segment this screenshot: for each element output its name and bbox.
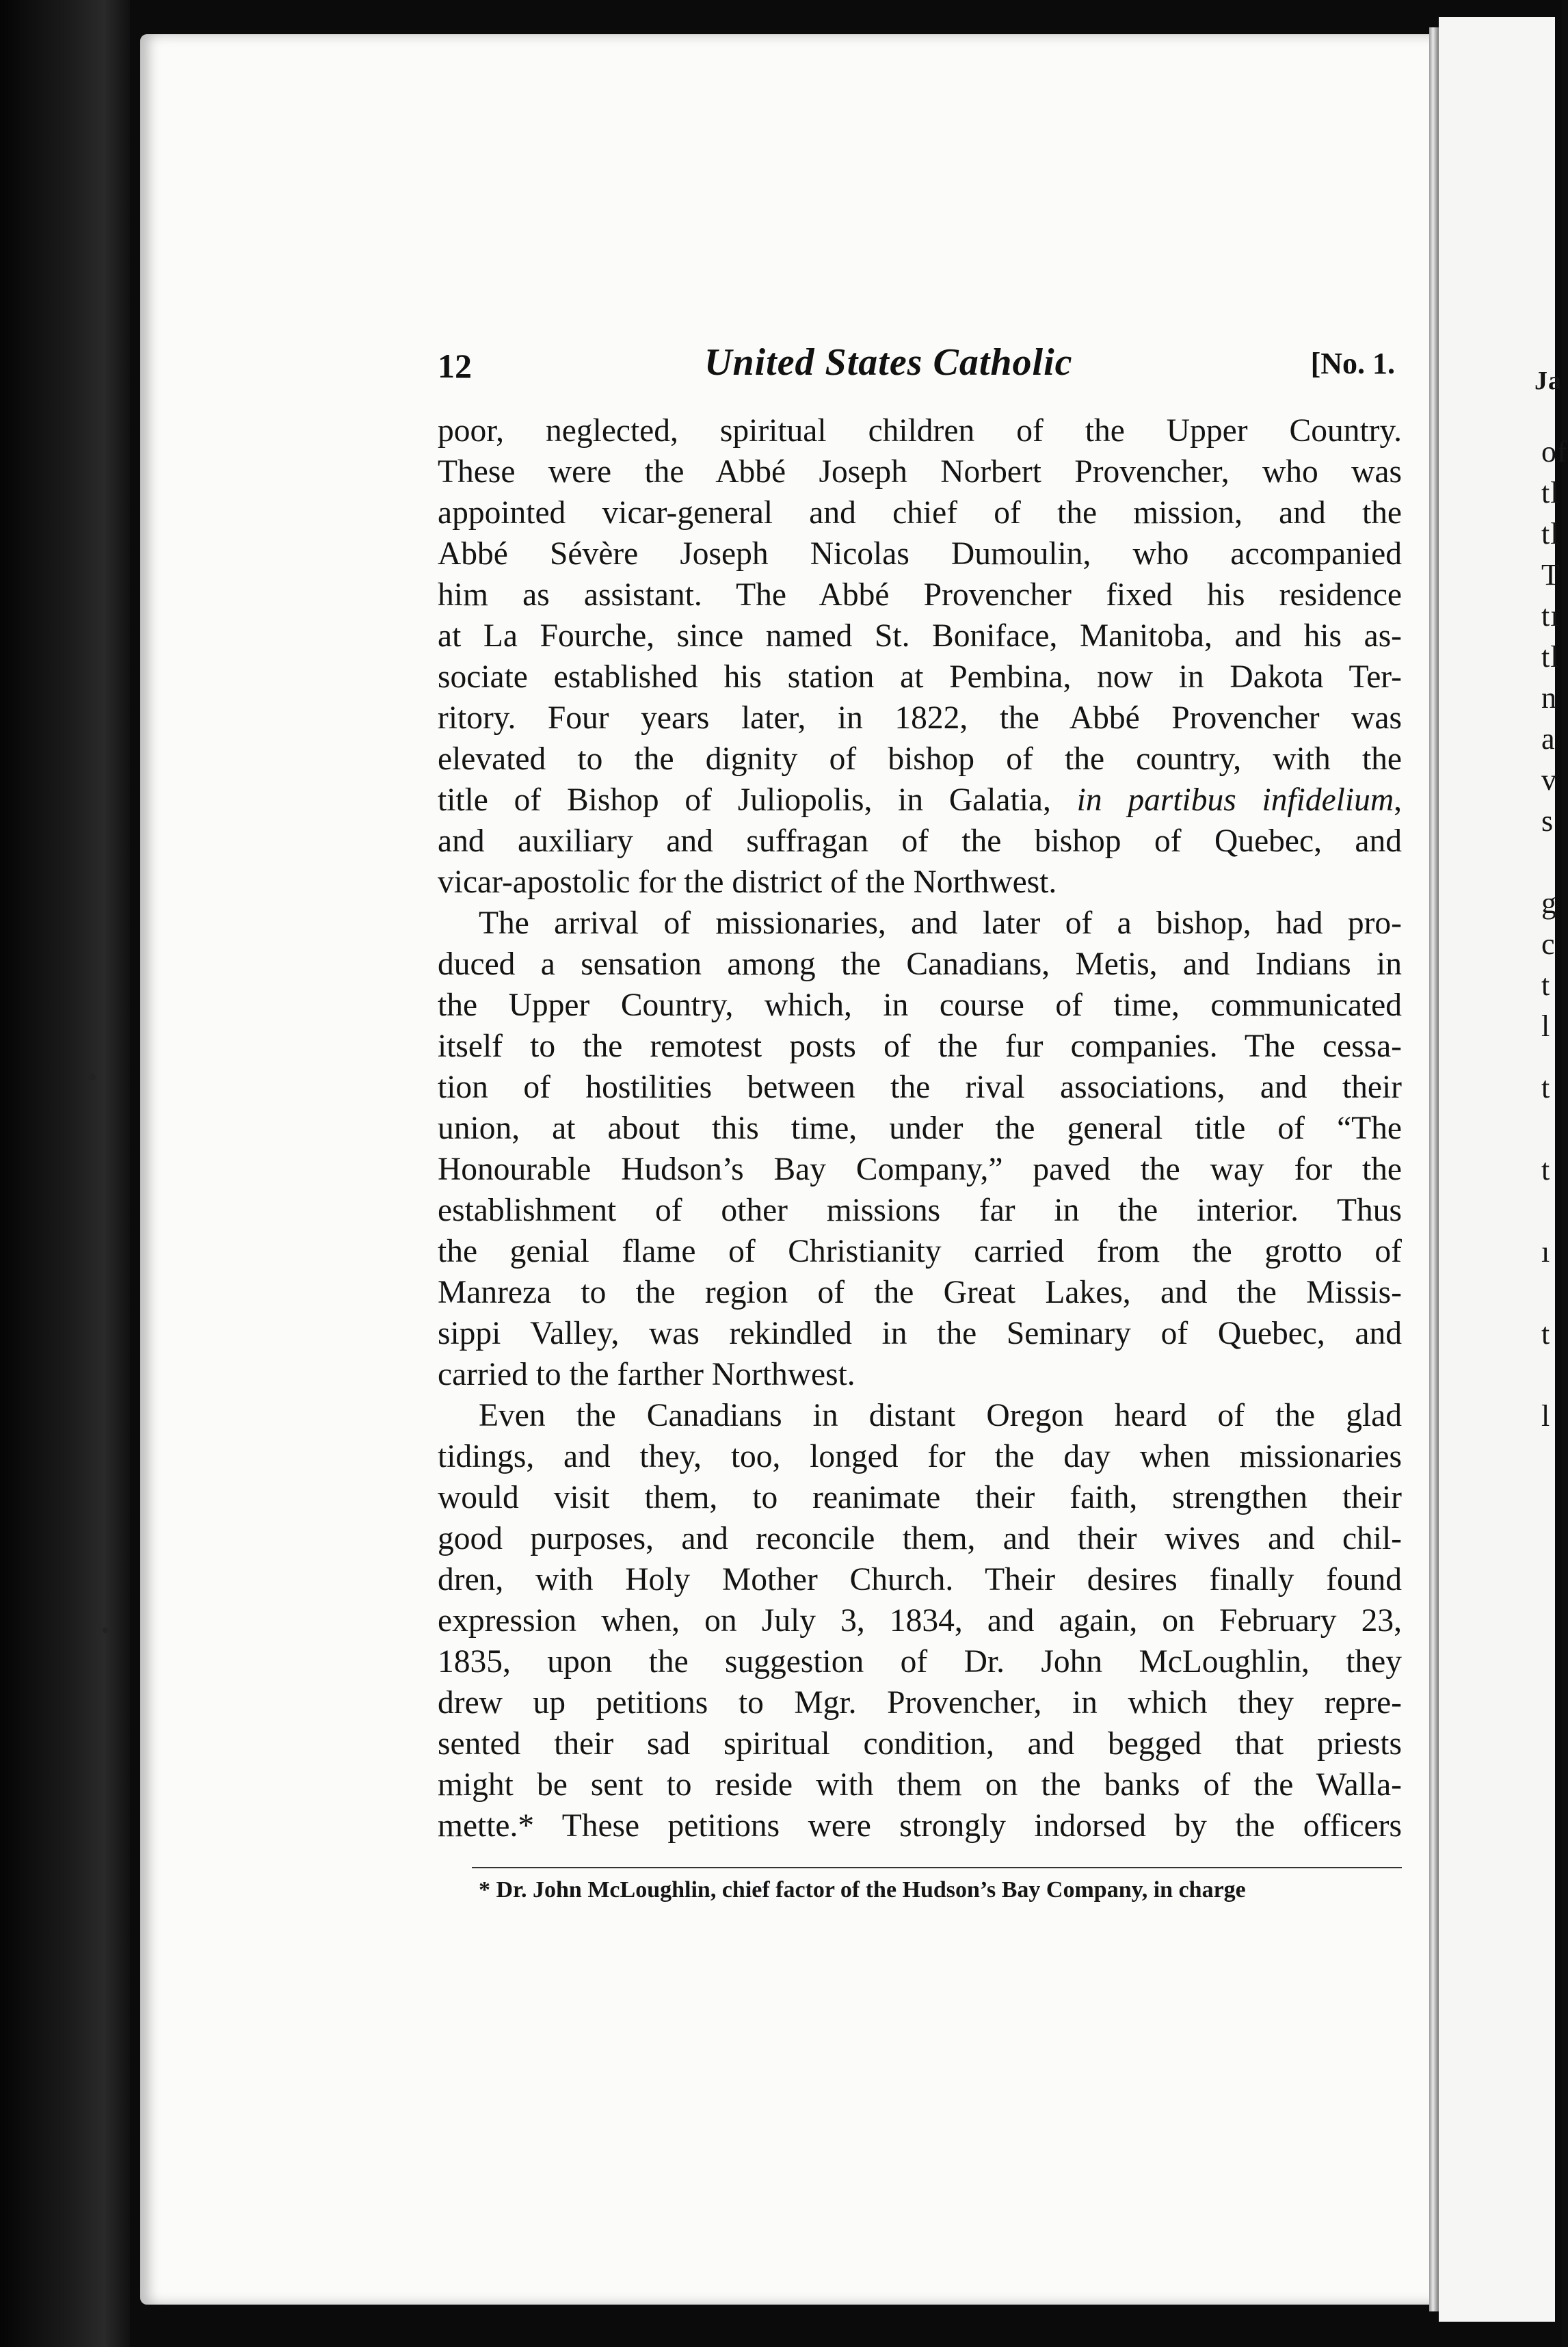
text-line: the Upper Country, which, in course of time, communicated	[438, 987, 1402, 1023]
text-line: good purposes, and reconcile them, and their wives and chil-	[438, 1521, 1402, 1556]
text-line: appointed vicar-general and chief of the mission, and the	[438, 495, 1402, 531]
facing-page-line-fragment: of	[1541, 435, 1568, 468]
facing-page-line-fragment: l	[1541, 1009, 1551, 1043]
facing-page-line-fragment: c	[1541, 927, 1556, 961]
facing-page-line-fragment: tl	[1541, 640, 1560, 674]
page-gutter	[1429, 27, 1439, 2311]
text-line: ritory. Four years later, in 1822, the Abbé Provencher was	[438, 700, 1402, 736]
text-line: would visit them, to reanimate their faith, strengthen their	[438, 1480, 1402, 1515]
facing-page-line-fragment: tı	[1541, 599, 1560, 633]
text-line: sented their sad spiritual condition, and begged that priests	[438, 1726, 1402, 1762]
text-line: These were the Abbé Joseph Norbert Provencher, who was	[438, 454, 1402, 490]
scan-speck	[89, 1074, 96, 1080]
running-header	[438, 341, 1402, 388]
facing-page-line-fragment: tl	[1541, 517, 1560, 551]
text-line: dren, with Holy Mother Church. Their desires finally found	[438, 1562, 1402, 1597]
facing-page-line-fragment: tl	[1541, 476, 1560, 509]
text-line: him as assistant. The Abbé Provencher fixed his residence	[438, 577, 1402, 613]
facing-page-header-fragment: Ja	[1534, 367, 1562, 395]
text-line: sociate established his station at Pembina, now in Dakota Ter-	[438, 659, 1402, 695]
facing-page-line-fragment: ı	[1541, 1235, 1551, 1269]
facing-page-line-fragment: t	[1541, 968, 1551, 1002]
text-line: Even the Canadians in distant Oregon heard of the glad	[479, 1398, 1402, 1433]
text-line: sippi Valley, was rekindled in the Seminary of Quebec, and	[438, 1316, 1402, 1351]
text-line: mette.* These petitions were strongly indorsed by the officers	[438, 1808, 1402, 1844]
footnote: * Dr. John McLoughlin, chief factor of the Hudson’s Bay Company, in charge	[479, 1877, 1246, 1902]
text-line: the genial flame of Christianity carried from the grotto of	[438, 1234, 1402, 1269]
text-line: carried to the farther Northwest.	[438, 1357, 855, 1392]
text-line: Manreza to the region of the Great Lakes, and the Missis-	[438, 1275, 1402, 1310]
text-line: title of Bishop of Juliopolis, in Galatia, in partibus infidelium,	[438, 782, 1402, 818]
facing-page-line-fragment: v	[1541, 763, 1557, 797]
footnote-rule	[472, 1867, 1402, 1868]
text-line: establishment of other missions far in the interior. Thus	[438, 1193, 1402, 1228]
body-text	[438, 410, 1402, 1846]
text-line: expression when, on July 3, 1834, and again, on February 23,	[438, 1603, 1402, 1639]
facing-page-line-fragment: a	[1541, 722, 1556, 756]
facing-page-fragment	[1439, 17, 1568, 2322]
facing-page-line-fragment: t	[1541, 1153, 1551, 1186]
text-line: Honourable Hudson’s Bay Company,” paved the way for the	[438, 1152, 1402, 1187]
text-line: 1835, upon the suggestion of Dr. John McLoughlin, they	[438, 1644, 1402, 1680]
text-line: elevated to the dignity of bishop of the country, with the	[438, 741, 1402, 777]
facing-page-line-fragment: g	[1541, 886, 1557, 920]
latin-phrase: in partibus infidelium	[1076, 782, 1394, 818]
text-line: duced a sensation among the Canadians, Metis, and Indians in	[438, 946, 1402, 982]
text-line: itself to the remotest posts of the fur companies. The cessa-	[438, 1029, 1402, 1064]
text-line: The arrival of missionaries, and later of a bishop, had pro-	[479, 905, 1402, 941]
running-title: United States Catholic	[704, 341, 1073, 384]
scan-speck	[103, 1628, 108, 1633]
book-spine-edge	[0, 0, 130, 2347]
text-line: Abbé Sévère Joseph Nicolas Dumoulin, who accompanied	[438, 536, 1402, 572]
text-line: drew up petitions to Mgr. Provencher, in which they repre-	[438, 1685, 1402, 1721]
text-line: tidings, and they, too, longed for the day when missionaries	[438, 1439, 1402, 1474]
text-line: union, at about this time, under the general title of “The	[438, 1111, 1402, 1146]
text-line: at La Fourche, since named St. Boniface, Manitoba, and his as-	[438, 618, 1402, 654]
facing-page-line-fragment: T	[1541, 558, 1560, 592]
issue-reference: [No. 1.	[1310, 347, 1395, 380]
text-line: might be sent to reside with them on the banks of the Walla-	[438, 1767, 1402, 1803]
facing-page-line-fragment: l	[1541, 1399, 1551, 1433]
facing-page-line-fragment: t	[1541, 1071, 1551, 1104]
text-line: tion of hostilities between the rival associations, and their	[438, 1070, 1402, 1105]
facing-page-line-fragment: n	[1541, 681, 1557, 715]
facing-page-line-fragment: t	[1541, 1317, 1551, 1351]
text-line: poor, neglected, spiritual children of the Upper Country.	[438, 413, 1402, 449]
page-number: 12	[438, 347, 472, 385]
text-line: vicar-apostolic for the district of the Northwest.	[438, 864, 1057, 900]
text-line: and auxiliary and suffragan of the bishop of Quebec, and	[438, 823, 1402, 859]
facing-page-line-fragment: s	[1541, 804, 1554, 838]
